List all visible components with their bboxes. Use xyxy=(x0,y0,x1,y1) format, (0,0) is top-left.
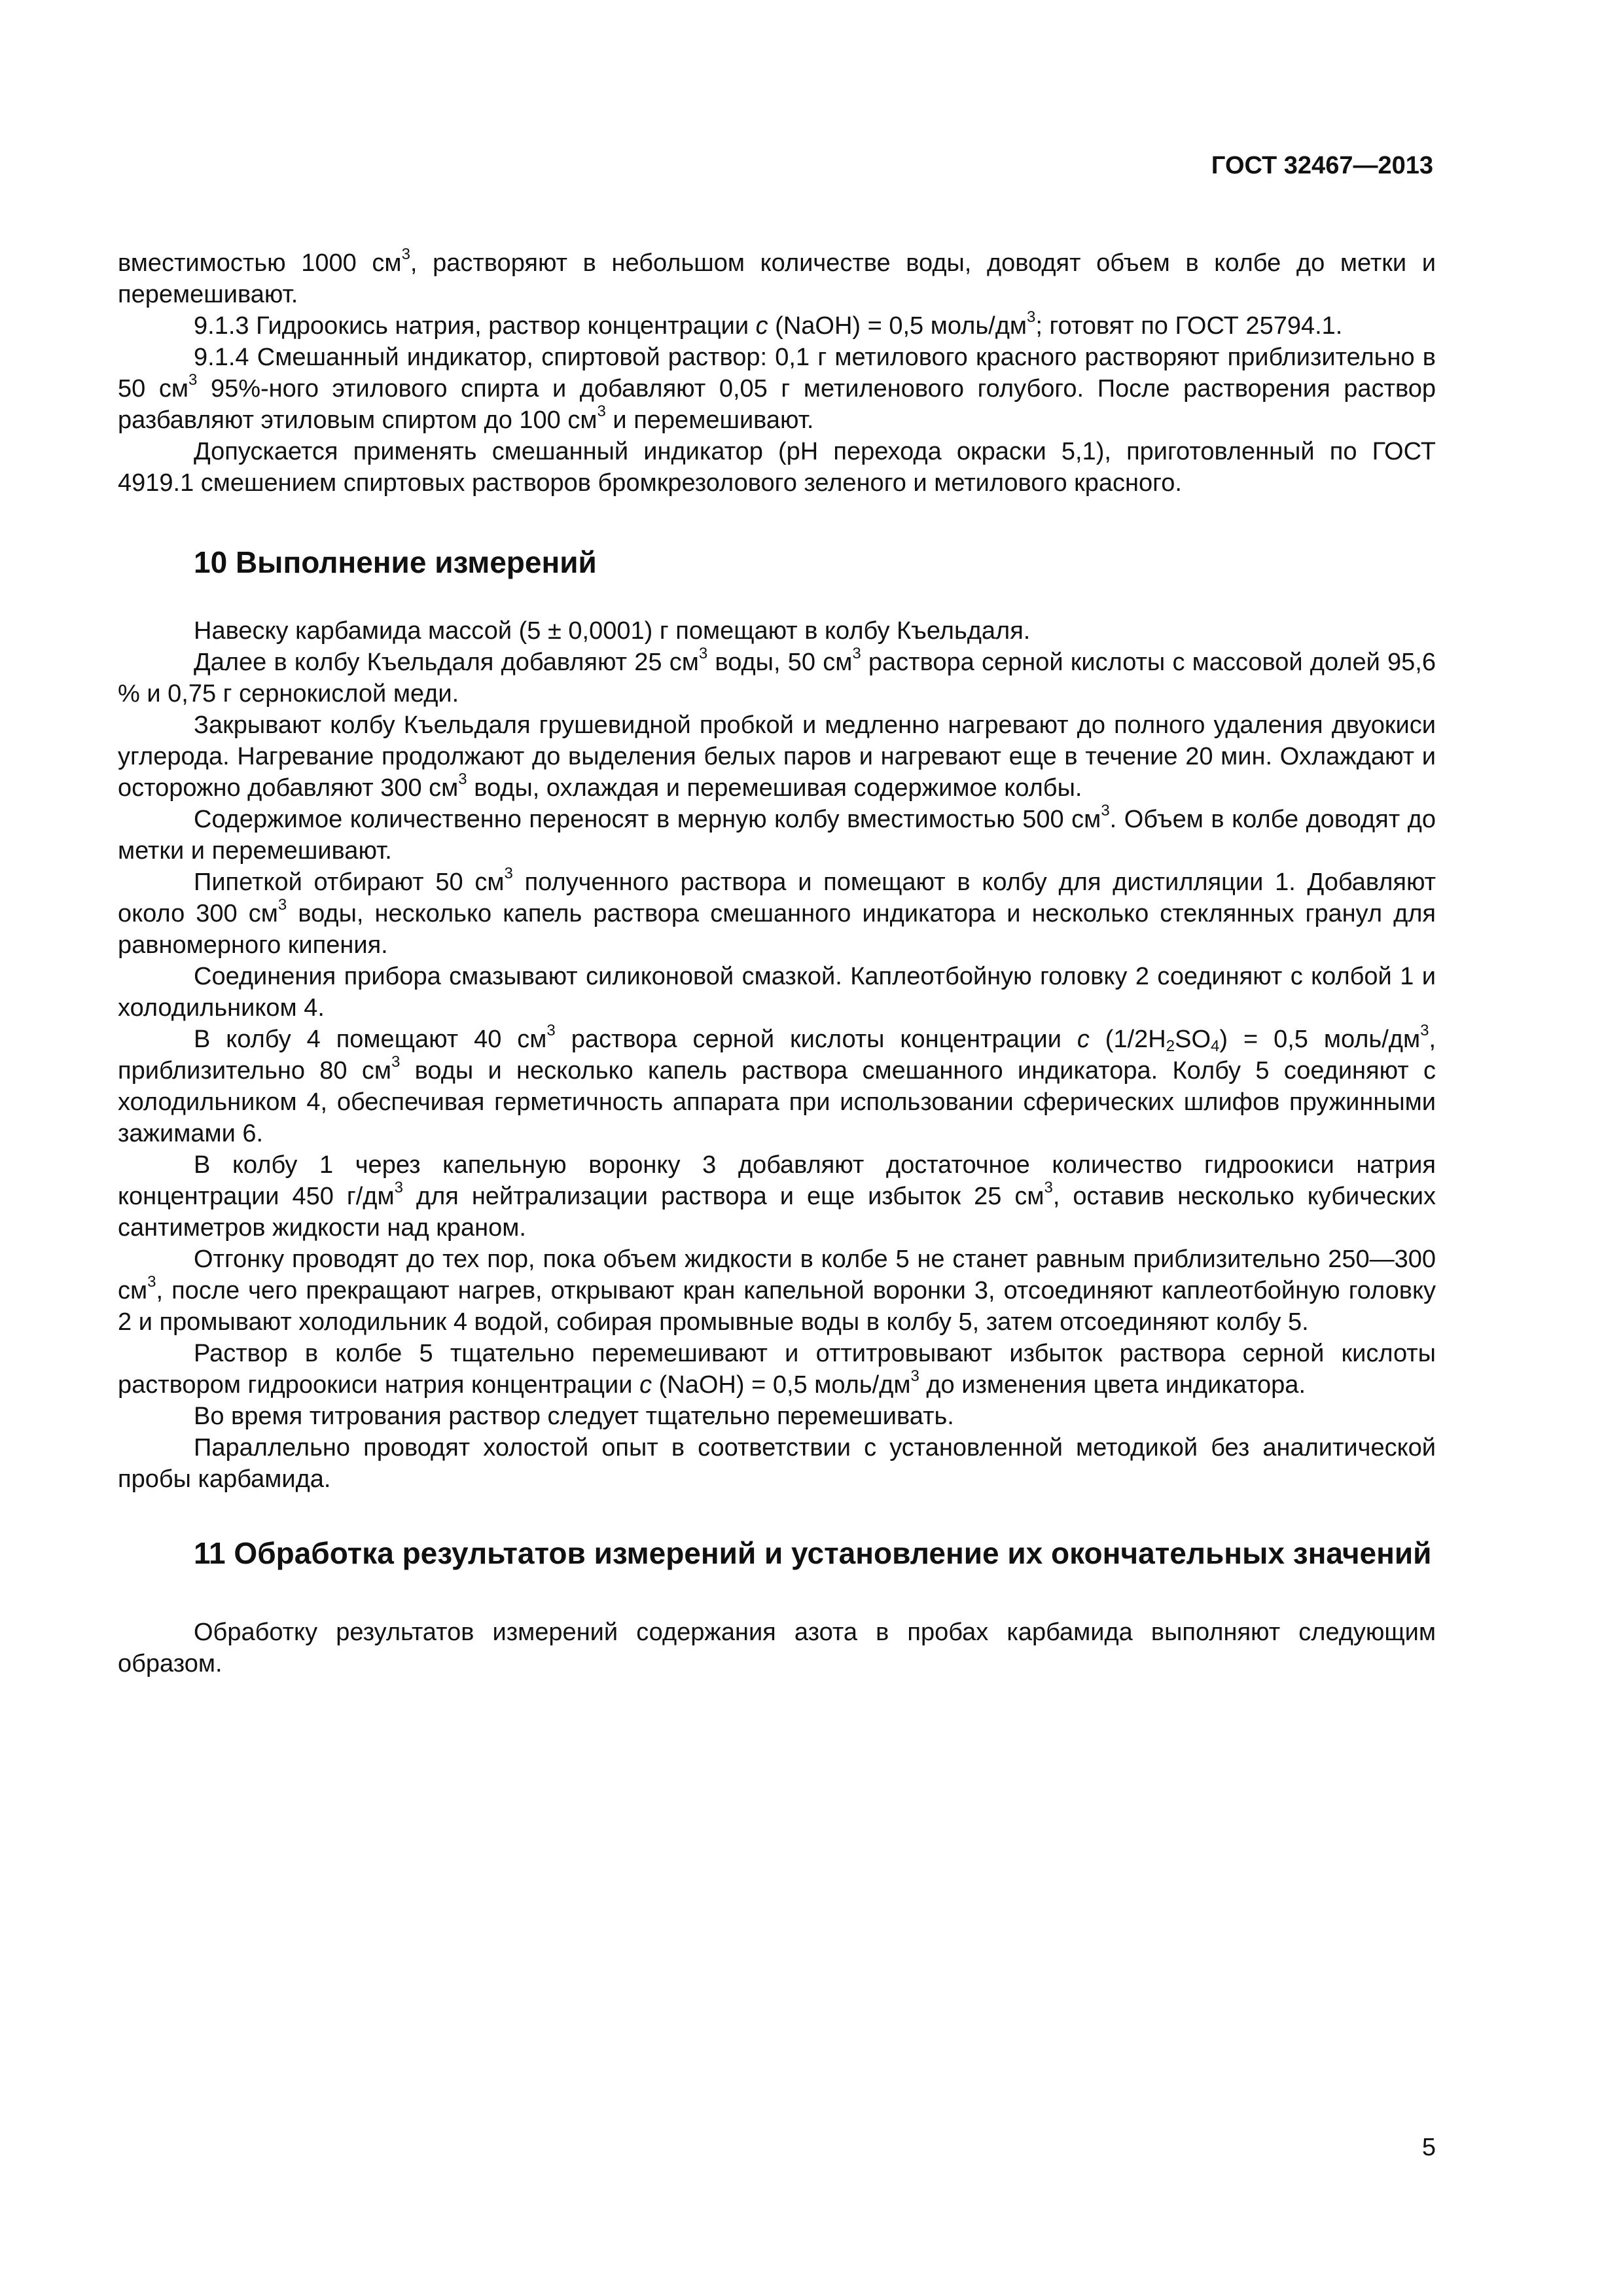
document-header: ГОСТ 32467—2013 xyxy=(1211,152,1433,179)
page-number: 5 xyxy=(1421,2134,1436,2161)
paragraph: Раствор в колбе 5 тщательно перемешивают и оттитровывают избыток раствора серной кислоты раствором гидроокиси натрия концентрации c (NaOH) = 0,5 моль/$дм^3$ до изменения цвета индикатора. xyxy=(118,1340,1436,1399)
paragraph: В колбу 4 помещают 40 $см^3$ раствора серной кислоты концентрации c $(1/2H_2SO_4) = 0,5$ моль/$дм^3$, приблизительно 80 $см^3$ воды и несколько капель раствора смешанного индикатора. Колбу 5 соединяют с холодильником 4, обеспечивая герметичность аппарата при использовании сферических шлифов пружинными зажимами 6. xyxy=(118,1022,1436,1147)
paragraph: 9.1.3 Гидроокись натрия, раствор концентрации c (NaOH) = 0,5 моль/$дм^3$; готовят по ГОСТ 25794.1. xyxy=(194,308,1343,340)
paragraph: 9.1.4 Смешанный индикатор, спиртовой раствор: 0,1 г метилового красного растворяют приблизительно в 50 $см^3$ 95%-ного этилового спирта и добавляют 0,05 г метиленового голубого. После растворения раствор разбавляют этиловым спиртом до 100 $см^3$ и перемешивают. xyxy=(118,344,1436,434)
section-11-body xyxy=(118,1617,1436,1679)
section-11-title: 11 Обработка результатов измерений и установление их окончательных значений xyxy=(194,1536,1432,1570)
paragraph: Пипеткой отбирают 50 $см^3$ полученного раствора и помещают в колбу для дистилляции 1. Добавляют около 300 $см^3$ воды, несколько капель раствора смешанного индикатора и несколько стеклянных гранул для равномерного кипения. xyxy=(118,865,1436,959)
paragraph: Отгонку проводят до тех пор, пока объем жидкости в колбе 5 не станет равным приблизительно 250—300 $см^3$, после чего прекращают нагрев, открывают кран капельной воронки 3, отсоединяют каплеотбойную головку 2 и промывают холодильник 4 водой, собирая промывные воды в колбу 5, затем отсоединяют колбу 5. xyxy=(118,1246,1436,1336)
paragraph: Соединения прибора смазывают силиконовой смазкой. Каплеотбойную головку 2 соединяют с колбой 1 и холодильником 4. xyxy=(118,963,1436,1022)
paragraph: Закрывают колбу Къельдаля грушевидной пробкой и медленно нагревают до полного удаления двуокиси углерода. Нагревание продолжают до выделения белых паров и нагревают еще в течение 20 мин. Охлаждают и осторожно добавляют 300 $см^3$ воды, охлаждая и перемешивая содержимое колбы. xyxy=(118,711,1436,802)
paragraph: Допускается применять смешанный индикатор (pH перехода окраски 5,1), приготовленный по ГОСТ 4919.1 смешением спиртовых растворов бромкрезолового зеленого и метилового красного. xyxy=(118,438,1436,497)
paragraphs-top xyxy=(118,247,1436,499)
paragraph: Обработку результатов измерений содержания азота в пробах карбамида выполняют следующим образом. xyxy=(118,1619,1436,1677)
paragraph: Навеску карбамида массой (5 ± 0,0001) г помещают в колбу Къельдаля. xyxy=(194,617,1031,645)
paragraph: В колбу 1 через капельную воронку 3 добавляют достаточное количество гидроокиси натрия концентрации 450 $г/дм^3$ для нейтрализации раствора и еще избыток 25 $см^3$, оставив несколько кубических сантиметров жидкости над краном. xyxy=(118,1151,1436,1242)
paragraph: Содержимое количественно переносят в мерную колбу вместимостью 500 $см^3$. Объем в колбе доводят до метки и перемешивают. xyxy=(118,802,1436,865)
paragraph: Параллельно проводят холостой опыт в соответствии с установленной методикой без аналитической пробы карбамида. xyxy=(118,1434,1436,1493)
paragraph: Во время титрования раствор следует тщательно перемешивать. xyxy=(194,1403,954,1430)
paragraph: Далее в колбу Къельдаля добавляют 25 $см^3$ воды, 50 $см^3$ раствора серной кислоты с массовой долей 95,6 % и 0,75 г сернокислой меди. xyxy=(118,645,1436,708)
section-10-title: 10 Выполнение измерений xyxy=(194,545,597,579)
section-10-body xyxy=(118,615,1436,1495)
document-body xyxy=(118,247,1436,1679)
paragraph: вместимостью 1000 $см^3$, растворяют в небольшом количестве воды, доводят объем в колбе до метки и перемешивают. xyxy=(118,245,1436,308)
